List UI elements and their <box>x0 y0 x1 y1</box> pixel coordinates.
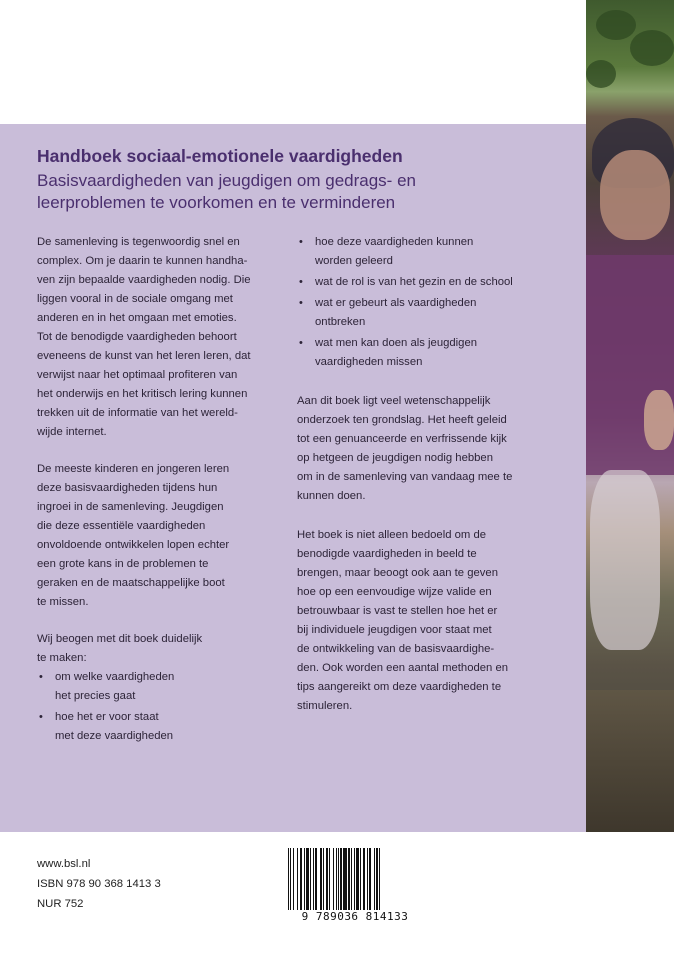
text-line: • wat men kan doen als jeugdigen <box>315 337 478 349</box>
text-line: de ontwikkeling van de basisvaardighe- <box>297 643 495 655</box>
text-line: Het boek is niet alleen bedoeld om de <box>297 529 487 541</box>
barcode-digits: 9 789036 814133 <box>301 910 409 923</box>
paragraph <box>297 392 577 506</box>
text-line: het onderwijs en het kritisch lering kunnen <box>37 388 248 400</box>
subtitle-line: leerproblemen te voorkomen en te verminderen <box>37 193 396 212</box>
text-line: eveneens de kunst van het leren leren, dat <box>37 350 251 362</box>
nur-code: NUR 752 <box>37 898 84 910</box>
text-line: trekken uit de informatie van het wereld- <box>37 407 238 419</box>
text-line: onvoldoende ontwikkelen lopen echter <box>37 539 230 551</box>
text-line: bij individuele jeugdigen voor staat met <box>297 624 492 636</box>
subtitle-line: Basisvaardigheden van jeugdigen om gedrags- en <box>37 171 416 190</box>
text-line: benodigde vaardigheden in beeld te <box>297 548 477 560</box>
paragraph <box>37 233 277 442</box>
website-link[interactable]: www.bsl.nl <box>37 858 91 870</box>
text-line: De meeste kinderen en jongeren leren <box>37 463 230 475</box>
text-line: tips aangereikt om deze vaardigheden te <box>297 681 502 693</box>
text-line: kunnen doen. <box>297 490 366 502</box>
list-item <box>297 233 577 271</box>
text-line: die deze essentiële vaardigheden <box>37 520 206 532</box>
text-line: • hoe deze vaardigheden kunnen <box>315 236 474 248</box>
text-line: stimuleren. <box>297 700 353 712</box>
text-line: ontbreken <box>315 316 366 328</box>
isbn-barcode <box>280 840 430 934</box>
text-line: anderen en in het omgaan met emoties. <box>37 312 237 324</box>
text-line: ven zijn bepaalde vaardigheden nodig. Die <box>37 274 251 286</box>
text-line: betrouwbaar is vast te stellen hoe het er <box>297 605 498 617</box>
text-line: • om welke vaardigheden <box>55 671 175 683</box>
book-title: Handboek sociaal-emotionele vaardigheden <box>37 146 403 166</box>
text-line: complex. Om je daarin te kunnen handha- <box>37 255 248 267</box>
text-line: te maken: <box>37 652 87 664</box>
text-line: De samenleving is tegenwoordig snel en <box>37 236 240 248</box>
text-line: hoe op een eenvoudige wijze valide en <box>297 586 492 598</box>
text-line: geraken en de maatschappelijke boot <box>37 577 225 589</box>
text-line: • wat de rol is van het gezin en de school <box>315 276 513 288</box>
text-line: vaardigheden missen <box>315 356 423 368</box>
book-subtitle <box>37 170 577 214</box>
text-line: met deze vaardigheden <box>55 730 174 742</box>
text-line: deze basisvaardigheden tijdens hun <box>37 482 218 494</box>
right-column <box>297 233 577 734</box>
barcode-bars <box>288 848 422 910</box>
text-line: op hetgeen de jeugdigen nodig hebben <box>297 452 493 464</box>
paragraph <box>37 460 277 612</box>
list-item <box>297 273 577 292</box>
text-line: onderzoek ten grondslag. Het heeft geleid <box>297 414 507 426</box>
text-line: Aan dit boek ligt veel wetenschappelijk <box>297 395 491 407</box>
text-line: ingroei in de samenleving. Jeugdigen <box>37 501 224 513</box>
cover-photo <box>586 0 674 832</box>
barcode-bar <box>380 848 381 910</box>
list-item <box>297 334 577 372</box>
list-item <box>37 708 277 746</box>
text-line: verwijst naar het optimaal profiteren van <box>37 369 238 381</box>
paragraph <box>37 630 277 668</box>
list-item <box>297 294 577 332</box>
text-line: den. Ook worden een aantal methoden en <box>297 662 509 674</box>
text-line: te missen. <box>37 596 89 608</box>
list-item <box>37 668 277 706</box>
text-line: Tot de benodigde vaardigheden behoort <box>37 331 237 343</box>
publication-info <box>37 854 161 914</box>
text-line: liggen vooral in de sociale omgang met <box>37 293 233 305</box>
text-line: om in de samenleving van vandaag mee te <box>297 471 513 483</box>
isbn-text: ISBN 978 90 368 1413 3 <box>37 878 161 890</box>
left-column <box>37 233 277 746</box>
text-line: het precies gaat <box>55 690 136 702</box>
text-line: tot een genuanceerde en verfrissende kijk <box>297 433 507 445</box>
paragraph <box>297 526 577 716</box>
text-line: • hoe het er voor staat <box>55 711 159 723</box>
text-line: een grote kans in de problemen te <box>37 558 209 570</box>
text-line: Wij beogen met dit boek duidelijk <box>37 633 203 645</box>
text-line: brengen, maar beoogt ook aan te geven <box>297 567 498 579</box>
text-line: • wat er gebeurt als vaardigheden <box>315 297 477 309</box>
text-line: worden geleerd <box>315 255 393 267</box>
text-line: wijde internet. <box>37 426 107 438</box>
